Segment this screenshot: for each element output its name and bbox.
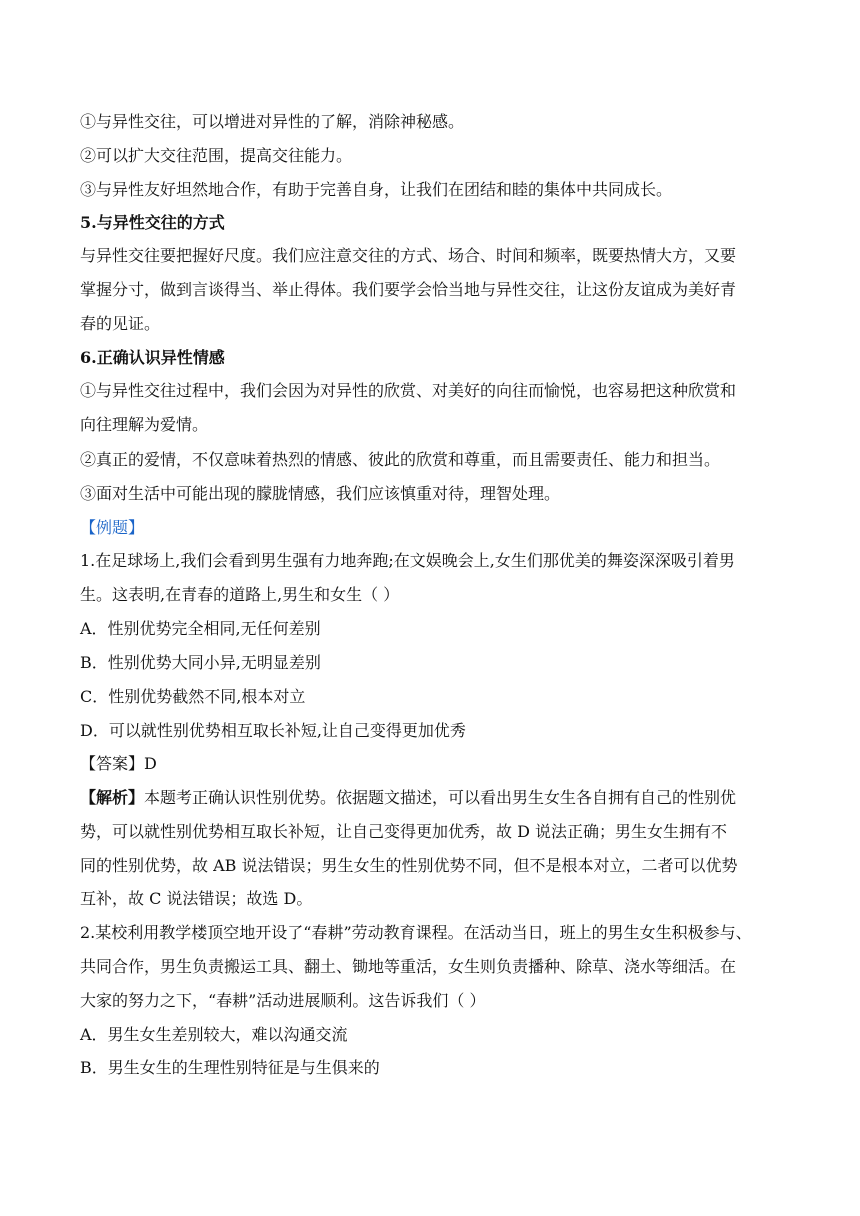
way-line-3: 春的见证。 xyxy=(80,314,161,333)
answer-value: D xyxy=(144,754,157,773)
q1-option-c: C．性别优势截然不同,根本对立 xyxy=(80,687,306,706)
q2-option-b: B．男生女生的生理性别特征是与生俱来的 xyxy=(80,1058,380,1077)
section-heading-5: 5.与异性交往的方式 xyxy=(80,213,225,232)
analysis-text: 本题考正确认识性别优势。依据题文描述，可以看出男生女生各自拥有自己的性别优 xyxy=(144,788,737,807)
feeling-line-1: ①与异性交往过程中，我们会因为对异性的欣赏、对美好的向往而愉悦，也容易把这种欣赏和 xyxy=(80,381,737,400)
q2-option-a: A．男生女生差别较大，难以沟通交流 xyxy=(80,1025,348,1044)
q1-option-b: B．性别优势大同小异,无明显差别 xyxy=(80,653,321,672)
q1-option-a: A．性别优势完全相同,无任何差别 xyxy=(80,619,321,638)
section-heading-6: 6.正确认识异性情感 xyxy=(80,348,225,367)
example-tag: 【例题】 xyxy=(80,518,145,537)
q1-answer xyxy=(80,754,790,774)
answer-label: 【答案】 xyxy=(80,754,145,773)
q1-stem-line-2: 生。这表明,在青春的道路上,男生和女生（ ） xyxy=(80,585,400,604)
q2-stem-line-2: 共同合作，男生负责搬运工具、翻土、锄地等重活，女生则负责播种、除草、浇水等细活。在 xyxy=(80,957,737,976)
q2-stem-line-1: 2.某校利用教学楼顶空地开设了“春耕”劳动教育课程。在活动当日，班上的男生女生积极参与、 xyxy=(80,923,752,942)
way-line-1: 与异性交往要把握好尺度。我们应注意交往的方式、场合、时间和频率，既要热情大方，又要 xyxy=(80,246,737,265)
feeling-line-4: ③面对生活中可能出现的朦胧情感，我们应该慎重对待，理智处理。 xyxy=(80,484,561,503)
benefit-line-2: ②可以扩大交往范围，提高交往能力。 xyxy=(80,146,353,165)
analysis-label: 【解析】 xyxy=(80,788,145,807)
way-line-2: 掌握分寸，做到言谈得当、举止得体。我们要学会恰当地与异性交往，让这份友谊成为美好青 xyxy=(80,280,737,299)
q1-stem-line-1: 1.在足球场上,我们会看到男生强有力地奔跑;在文娱晚会上,女生们那优美的舞姿深深吸引着男 xyxy=(80,551,735,570)
feeling-line-3: ②真正的爱情，不仅意味着热烈的情感、彼此的欣赏和尊重，而且需要责任、能力和担当。 xyxy=(80,450,721,469)
benefit-line-3: ③与异性友好坦然地合作，有助于完善自身，让我们在团结和睦的集体中共同成长。 xyxy=(80,180,673,199)
benefit-line-1: ①与异性交往，可以增进对异性的了解，消除神秘感。 xyxy=(80,112,465,131)
q2-stem-line-3: 大家的努力之下，“春耕”活动进展顺利。这告诉我们（ ） xyxy=(80,991,486,1010)
q1-analysis-line-2: 势，可以就性别优势相互取长补短，让自己变得更加优秀，故 D 说法正确；男生女生拥有不 xyxy=(80,822,728,841)
feeling-line-2: 向往理解为爱情。 xyxy=(80,415,209,434)
q1-analysis-line-4: 互补，故 C 说法错误；故选 D。 xyxy=(80,889,313,908)
q1-analysis-line-3: 同的性别优势，故 AB 说法错误；男生女生的性别优势不同，但不是根本对立，二者可以优势 xyxy=(80,856,738,875)
q1-option-d: D．可以就性别优势相互取长补短,让自己变得更加优秀 xyxy=(80,721,466,740)
q1-analysis-line-1 xyxy=(80,788,790,808)
